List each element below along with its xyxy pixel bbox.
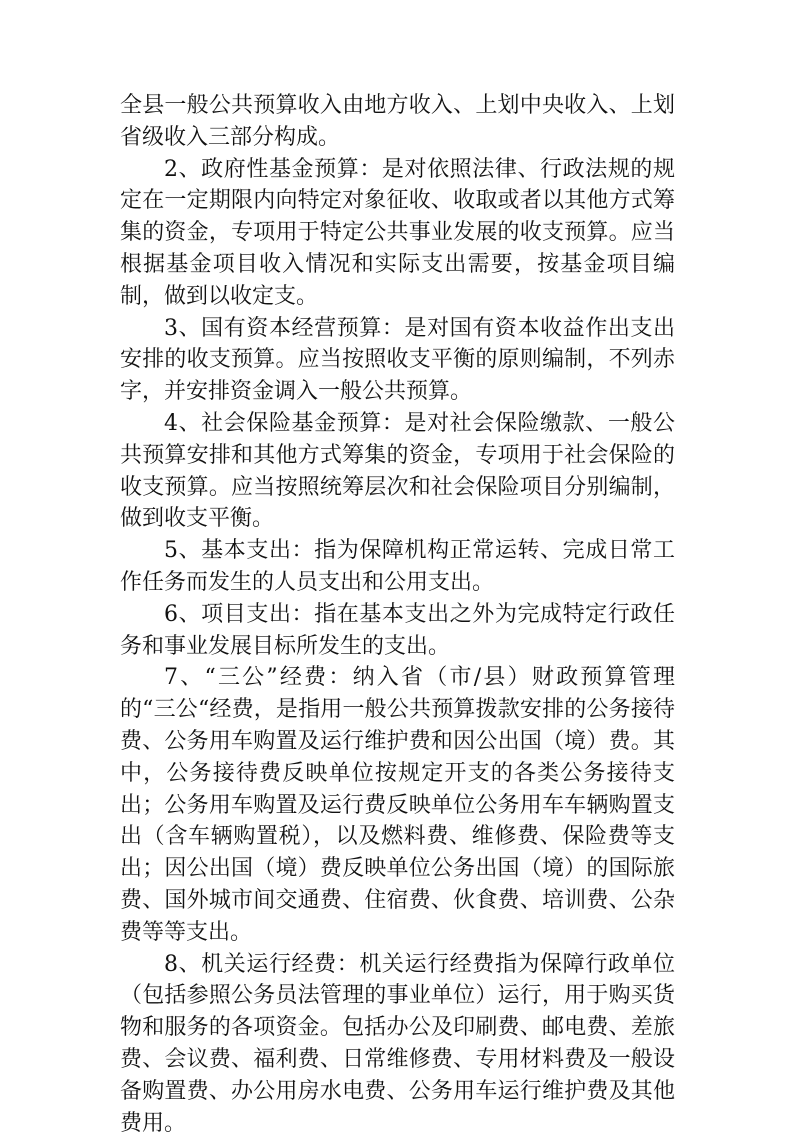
paragraph-government-fund-budget: 2、政府性基金预算：是对依照法律、行政法规的规定在一定期限内向特定对象征收、收取或者以其他方式筹集的资金，专项用于特定公共事业发展的收支预算。应当根据基金项目收入情况和实际支出需要，按基金项目编制，做到以收定支。 xyxy=(120,156,675,309)
paragraph-social-insurance-budget: 4、社会保险基金预算：是对社会保险缴款、一般公共预算安排和其他方式筹集的资金，专项用于社会保险的收支预算。应当按照统筹层次和社会保险项目分别编制，做到收支平衡。 xyxy=(120,410,675,532)
paragraph-agency-operating-expenses: 8、机关运行经费：机关运行经费指为保障行政单位（包括参照公务员法管理的事业单位）运行，用于购买货物和服务的各项资金。包括办公及印刷费、邮电费、差旅费、会议费、福利费、日常维修费、专用材料费及一般设备购置费、办公用房水电费、公务用车运行维护费及其他费用。 xyxy=(120,951,675,1136)
document-page xyxy=(120,90,675,1139)
paragraph-basic-expenditure: 5、基本支出：指为保障机构正常运转、完成日常工作任务而发生的人员支出和公用支出。 xyxy=(120,538,675,595)
paragraph-three-public-expenses: 7、“三公”经费：纳入省（市/县）财政预算管理的“三公“经费，是指用一般公共预算拨款安排的公务接待费、公务用车购置及运行维护费和因公出国（境）费。其中，公务接待费反映单位按规定开支的各类公务接待支出；公务用车购置及运行费反映单位公务用车车辆购置支出（含车辆购置税），以及燃料费、维修费、保险费等支出；因公出国（境）费反映单位公务出国（境）的国际旅费、国外城市间交通费、住宿费、伙食费、培训费、公杂费等等支出。 xyxy=(120,665,675,945)
paragraph-revenue-composition: 全县一般公共预算收入由地方收入、上划中央收入、上划省级收入三部分构成。 xyxy=(120,93,675,150)
paragraph-project-expenditure: 6、项目支出：指在基本支出之外为完成特定行政任务和事业发展目标所发生的支出。 xyxy=(120,601,675,659)
paragraph-state-capital-budget: 3、国有资本经营预算：是对国有资本收益作出支出安排的收支预算。应当按照收支平衡的原则编制，不列赤字，并安排资金调入一般公共预算。 xyxy=(120,315,675,405)
